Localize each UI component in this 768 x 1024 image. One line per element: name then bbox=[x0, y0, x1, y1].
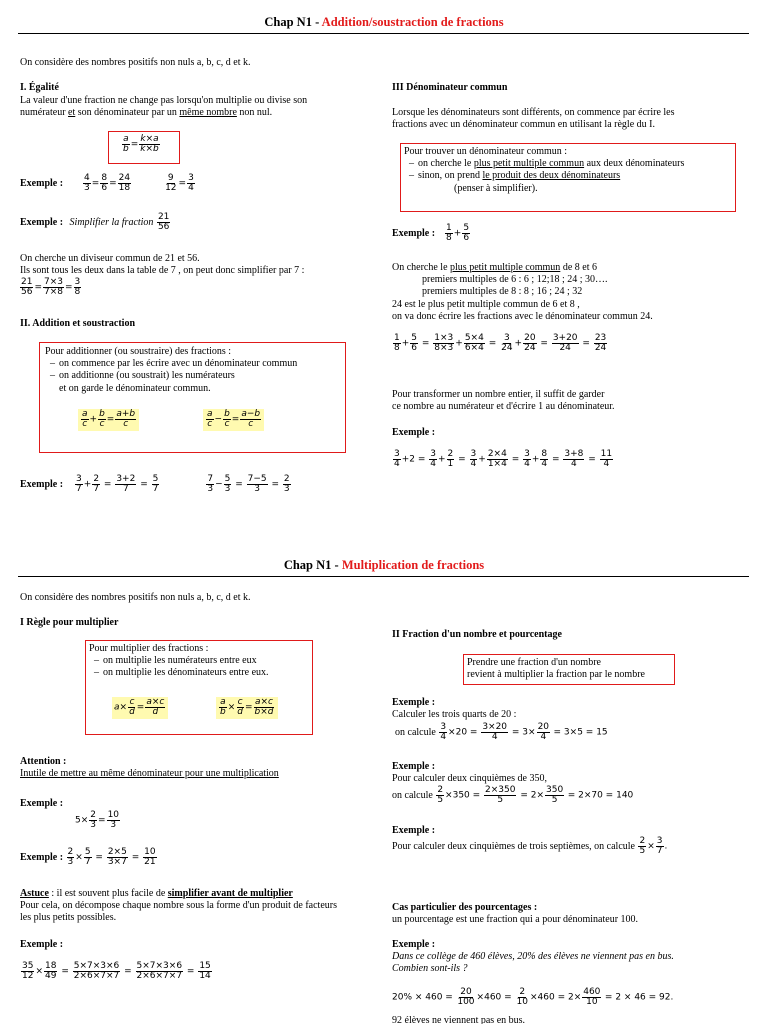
equality-formula: $\frac{a}{b}$ = $\frac{k\times a}{k\times b}$ bbox=[123, 134, 159, 155]
s1-heading-egalite: I. Égalité bbox=[20, 82, 59, 93]
rule-box-common-denominator bbox=[400, 143, 736, 212]
s1-example4: Exemple : $\frac{1}{8}$ + $\frac{5}{6}$ bbox=[392, 223, 470, 244]
rule-box-equality bbox=[108, 131, 180, 164]
s1-example1: Exemple : $\frac{4}{3}$ = $\frac{8}{6}$ = $\frac{24}{18}$ $\frac{9}{12}$ = $\frac{3}{4}$ bbox=[20, 173, 194, 194]
s2-example2: Exemple : $\frac{2}{3}$ × $\frac{5}{7}$ = $\frac{2\times 5}{3\times 7}$ = $\frac{10}{21}$ bbox=[20, 847, 156, 868]
s2-exampleA-calc: on calcule $\frac{3}{4}$ ×20 = $\frac{3\times 20}{4}$ = 3× $\frac{20}{4}$ = 3×5 = 15 bbox=[395, 722, 608, 743]
s1-denominator-text: Lorsque les dénominateurs sont différents, on commence par écrire les fractions avec un dénominateur commun en utilisant la règle du I. bbox=[392, 107, 675, 131]
s2-example1-label: Exemple : bbox=[20, 798, 64, 809]
fraction-of-number-rule-text: Prendre une fraction d'un nombre revient à multiplier la fraction par le nombre bbox=[467, 657, 645, 681]
subtraction-formula: $\frac{a}{c}$ − $\frac{b}{c}$ = $\frac{a-b}{c}$ bbox=[203, 409, 264, 431]
s2-exampleD: Exemple : Dans ce collège de 460 élèves, 20% des élèves ne viennent pas en bus. Combien sont-ils ? bbox=[392, 939, 674, 975]
addition-rule-text: Pour additionner (ou soustraire) des fractions : – on commence par les écrire avec un dénominateur commun – on additionne (ou soustrait) les numérateurs et on garde le dénominateur commun. bbox=[45, 346, 298, 394]
multiplication-rule-text: Pour multiplier des fractions : – on multiplie les numérateurs entre eux – on multiplie les dénominateurs entre eux. bbox=[89, 643, 269, 679]
s2-exampleA: Exemple : Calculer les trois quarts de 20 : bbox=[392, 697, 517, 721]
rule-box-fraction-of-number bbox=[463, 654, 675, 685]
s1-common-denominator-calc: $\frac{1}{8}$ + $\frac{5}{6}$ = $\frac{1\times 3}{8\times 3}$ + $\frac{5\times 4}{6\times 4}$ = $\frac{3}{24}$ + $\frac{20}{24}$ = $\frac{3+20}{24}$ = $\frac{23}{24}$ bbox=[394, 333, 607, 354]
s1-example5-label: Exemple : bbox=[392, 427, 436, 438]
s1-simplify-text: On cherche un diviseur commun de 21 et 56. Ils sont tous les deux dans la table de 7 , on peut donc simplifier par 7 : bbox=[20, 253, 305, 277]
s2-exampleC-label: Exemple : bbox=[392, 825, 436, 836]
s2-example3-calc: $\frac{35}{12}$ × $\frac{18}{49}$ = $\frac{5\times 7\times 3\times 6}{2\times 6\times 7\times 7}$ = $\frac{5\times 7\times 3\times 6}{2\times 6\times 7\times 7}$ = $\frac{15}{14}$ bbox=[22, 961, 211, 982]
multiplication-formula-integer: a× $\frac{c}{d}$ = $\frac{a\times c}{d}$ bbox=[112, 697, 168, 719]
s1-heading-addition: II. Addition et soustraction bbox=[20, 318, 136, 329]
addition-formula: $\frac{a}{c}$ + $\frac{b}{c}$ = $\frac{a+b}{c}$ bbox=[78, 409, 139, 431]
s2-exampleB: Exemple : Pour calculer deux cinquièmes de 350, bbox=[392, 761, 547, 785]
section2-title: Chap N1 - Multiplication de fractions bbox=[283, 558, 485, 572]
s2-example3-label: Exemple : bbox=[20, 939, 64, 950]
rule-box-multiplication bbox=[85, 640, 313, 735]
rule-box-addition bbox=[39, 342, 346, 453]
s1-integer-calc: $\frac{3}{4}$ +2 = $\frac{3}{4}$ + $\frac{2}{1}$ = $\frac{3}{4}$ + $\frac{2\times 4}{1\times 4}$ = $\frac{3}{4}$ + $\frac{8}{4}$ = $\frac{3+8}{4}$ = $\frac{11}{4}$ bbox=[394, 449, 613, 470]
s2-exampleC: Pour calculer deux cinquièmes de trois septièmes, on calcule $\frac{2}{5}$ × $\frac{3}{7}$ . bbox=[392, 836, 668, 857]
s1-multiples-text: On cherche le plus petit multiple commun de 8 et 6 premiers multiples de 6 : 6 ; 12;18 ; 24 ; 30…. premiers multiples de 8 : 8 ; 16 ; 24 ; 32 24 est le plus petit multiple commun de 6 et 8 , on va donc écrire les fractions avec le dénominateur commun 24. bbox=[392, 262, 653, 322]
s2-attention: Attention : Inutile de mettre au même dénominateur pour une multiplication bbox=[20, 756, 279, 780]
s1-example3: Exemple : $\frac{3}{7}$ + $\frac{2}{7}$ = $\frac{3+2}{7}$ = $\frac{5}{7}$ $\frac{7}{3}$ − $\frac{5}{3}$ = $\frac{7-5}{3}$ = $\frac{2}{3}$ bbox=[20, 474, 290, 495]
s2-intro: On considère des nombres positifs non nuls a, b, c, d et k. bbox=[20, 592, 251, 603]
s1-simplify-calc: $\frac{21}{56}$ = $\frac{7\times 3}{7\times 8}$ = $\frac{3}{8}$ bbox=[21, 277, 81, 298]
multiplication-formula-fractions: $\frac{a}{b}$ × $\frac{c}{d}$ = $\frac{a\times c}{b\times d}$ bbox=[216, 697, 278, 719]
section1-title: Chap N1 - Addition/soustraction de fractions bbox=[264, 15, 504, 29]
s1-example2: Exemple : Simplifier la fraction $\frac{21}{56}$ bbox=[20, 212, 170, 233]
s2-exampleB-calc: on calcule $\frac{2}{5}$ ×350 = $\frac{2\times 350}{5}$ = 2× $\frac{350}{5}$ = 2×70 = 140 bbox=[392, 785, 634, 806]
common-denominator-rule-text: Pour trouver un dénominateur commun : – on cherche le plus petit multiple commun aux deux dénominateurs – sinon, on prend le produit des deux dénominateurs (penser à simplifier). bbox=[404, 146, 685, 194]
s1-intro: On considère des nombres positifs non nuls a, b, c, d et k. bbox=[20, 57, 251, 68]
s2-percent-rule: Cas particulier des pourcentages : un pourcentage est une fraction qui a pour dénominateur 100. bbox=[392, 902, 639, 926]
section2-rule bbox=[18, 576, 749, 577]
s1-integer-text: Pour transformer un nombre entier, il suffit de garder ce nombre au numérateur et d'écrire 1 au dénominateur. bbox=[392, 389, 615, 413]
s2-exampleD-result: 92 élèves ne viennent pas en bus. bbox=[392, 1015, 526, 1024]
s1-egalite-text: La valeur d'une fraction ne change pas lorsqu'on multiplie ou divise son numérateur et son dénominateur par un même nombre non nul. bbox=[20, 95, 308, 119]
s2-heading-multiply: I Règle pour multiplier bbox=[20, 617, 119, 628]
s2-heading-fraction-of-number: II Fraction d'un nombre et pourcentage bbox=[392, 629, 562, 640]
s2-exampleD-calc: 20% × 460 = $\frac{20}{100}$ ×460 = $\frac{2}{10}$ ×460 = 2× $\frac{460}{10}$ = 2 × 46 = 92. bbox=[392, 987, 674, 1008]
s2-example1-calc: 5× $\frac{2}{3}$ = $\frac{10}{3}$ bbox=[75, 810, 120, 831]
s1-heading-denominator: III Dénominateur commun bbox=[392, 82, 508, 93]
s2-astuce: Astuce : il est souvent plus facile de simplifier avant de multiplier Pour cela, on décompose chaque nombre sous la forme d'un produit de facteurs les plus petits possibles. bbox=[20, 888, 337, 924]
section1-rule bbox=[18, 33, 749, 34]
